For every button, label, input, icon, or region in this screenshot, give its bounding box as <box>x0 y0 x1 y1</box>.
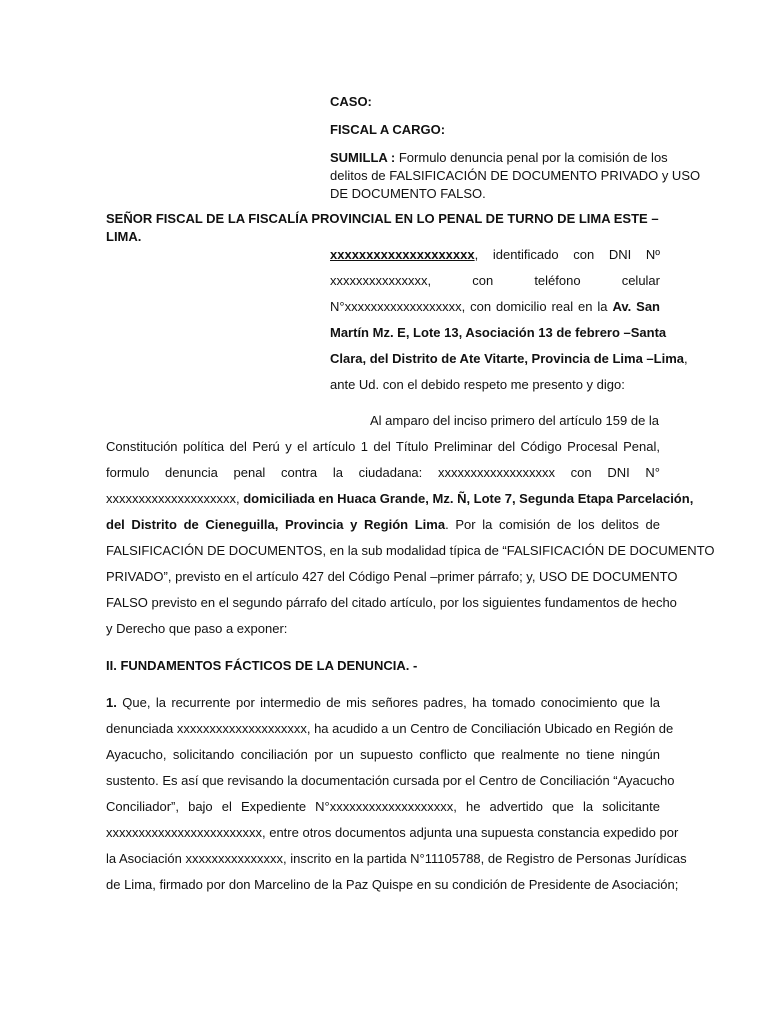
intro-line-6: ante Ud. con el debido respeto me presento y digo: <box>330 377 625 392</box>
fiscal-label: FISCAL A CARGO: <box>330 122 446 137</box>
fact-line-7: la Asociación xxxxxxxxxxxxxxx, inscrito en la partida N°11105788, de Registro de Personas Jurídicas <box>106 851 687 866</box>
sumilla-line-3: DE DOCUMENTO FALSO. <box>330 186 486 201</box>
section-heading: II. FUNDAMENTOS FÁCTICOS DE LA DENUNCIA. - <box>106 658 418 673</box>
fact-line-8: de Lima, firmado por don Marcelino de la Paz Quispe en su condición de Presidente de Asociación; <box>106 877 679 892</box>
sumilla-label: SUMILLA : <box>330 150 396 165</box>
body-line-8: FALSO previsto en el segundo párrafo del citado artículo, por los siguientes fundamentos de hecho <box>106 595 677 610</box>
intro-line-4: Martín Mz. E, Lote 13, Asociación 13 de febrero –Santa <box>330 325 667 340</box>
intro-line-2: xxxxxxxxxxxxxxx, con teléfono celular <box>330 273 660 288</box>
sumilla <box>330 149 701 203</box>
body-paragraph: Al amparo del inciso primero del artículo 159 de la Constitución política del Perú y el artículo 1 del Título Preliminar del Código Procesal Penal, formulo denuncia penal contra la ciudadana: xxxxxxxxxxxxxxxxxx con DNI N° xxxxxxxxxxxxxxxxxxxx, domiciliada en Huaca Grande, Mz. Ñ, Lote 7, Segunda Etapa Parcelación, del Distrito de Cieneguilla, Provincia y Región Lima. Por la comisión de los delitos de FALSIFICACIÓN DE DOCUMENTOS, en la sub modalidad típica de “FALSIFICACIÓN DE DOCUMENTO PRIVADO”, previsto en el artículo 427 del Código Penal –primer párrafo; y, USO DE DOCUMENTO FALSO previsto en el segundo párrafo del citado artículo, por los siguientes fundamentos de hecho y Derecho que paso a exponer: <box>106 412 660 646</box>
body-line-7: PRIVADO”, previsto en el artículo 427 del Código Penal –primer párrafo; y, USO DE DOCUMENTO <box>106 569 678 584</box>
sumilla-line-1: Formulo denuncia penal por la comisión de los <box>398 150 668 165</box>
fact-1: 1. Que, la recurrente por intermedio de mis señores padres, ha tomado conocimiento que la denunciada xxxxxxxxxxxxxxxxxxxx, ha acudido a un Centro de Conciliación Ubicado en Región de Ayacucho, solicitando conciliación por un supuesto conflicto que realmente no tiene ningún sustento. Es así que revisando la documentación cursada por el Centro de Conciliación “Ayacucho Conciliador”, bajo el Expediente N°xxxxxxxxxxxxxxxxxxx, he advertido que la solicitante xxxxxxxxxxxxxxxxxxxxxxxx, entre otros documentos adjunta una supuesta constancia expedido por la Asociación xxxxxxxxxxxxxxx, inscrito en la partida N°11105788, de Registro de Personas Jurídicas de Lima, firmado por don Marcelino de la Paz Quispe en su condición de Presidente de Asociación; <box>106 694 660 902</box>
intro-block: xxxxxxxxxxxxxxxxxxxx, identificado con DNI Nº xxxxxxxxxxxxxxx, con teléfono celular N°xxxxxxxxxxxxxxxxxx, con domicilio real en la Av. San Martín Mz. E, Lote 13, Asociación 13 de febrero –Santa Clara, del Distrito de Ate Vitarte, Provincia de Lima –Lima, ante Ud. con el debido respeto me presento y digo: <box>330 246 660 402</box>
body-line-6: FALSIFICACIÓN DE DOCUMENTOS, en la sub modalidad típica de “FALSIFICACIÓN DE DOCUMENTO <box>106 543 715 558</box>
body-line-3: formulo denuncia penal contra la ciudadana: xxxxxxxxxxxxxxxxxx con DNI N° <box>106 465 660 480</box>
fact-number: 1. <box>106 695 117 710</box>
fact-line-3: Ayacucho, solicitando conciliación por un supuesto conflicto que realmente no tiene ningún <box>106 747 660 762</box>
body-line-2: Constitución política del Perú y el artículo 1 del Título Preliminar del Código Procesal Penal, <box>106 439 660 454</box>
body-line-9: y Derecho que paso a exponer: <box>106 621 288 636</box>
body-line-1: Al amparo del inciso primero del artículo 159 de la <box>370 413 660 428</box>
fact-line-6: xxxxxxxxxxxxxxxxxxxxxxxx, entre otros documentos adjunta una supuesta constancia expedido por <box>106 825 679 840</box>
fact-line-5: Conciliador”, bajo el Expediente N°xxxxxxxxxxxxxxxxxxx, he advertido que la solicitante <box>106 799 660 814</box>
addressee: SEÑOR FISCAL DE LA FISCALÍA PROVINCIAL EN LO PENAL DE TURNO DE LIMA ESTE – LIMA. <box>106 211 659 244</box>
complainant-name: xxxxxxxxxxxxxxxxxxxx <box>330 247 475 262</box>
fact-line-4: sustento. Es así que revisando la documentación cursada por el Centro de Conciliación “Ayacucho <box>106 773 675 788</box>
sumilla-line-2: delitos de FALSIFICACIÓN DE DOCUMENTO PRIVADO y USO <box>330 168 701 183</box>
caso-label: CASO: <box>330 94 372 109</box>
fact-line-2: denunciada xxxxxxxxxxxxxxxxxxxx, ha acudido a un Centro de Conciliación Ubicado en Región de <box>106 721 674 736</box>
case-header <box>330 93 701 203</box>
